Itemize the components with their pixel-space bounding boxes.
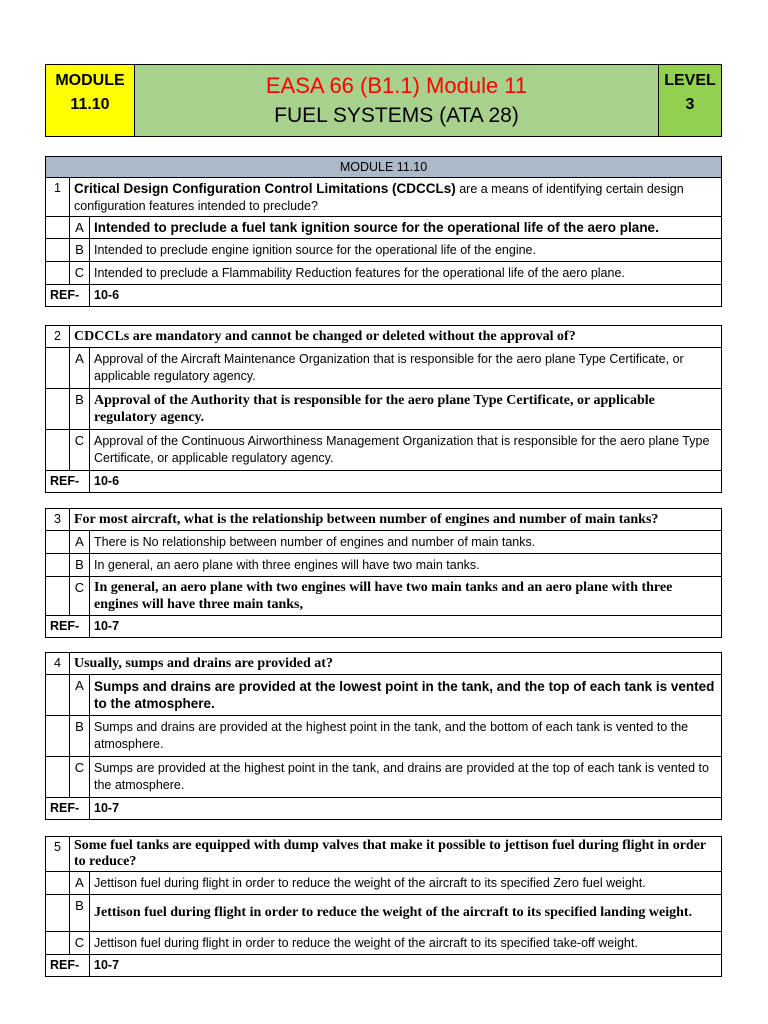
option-text: Jettison fuel during flight in order to reduce the weight of the aircraft to its specified Zero fuel weight. [90,872,722,895]
question-stem-row [46,653,722,675]
option-row[interactable] [46,932,722,955]
option-row[interactable] [46,716,722,757]
option-row[interactable] [46,895,722,932]
option-row[interactable] [46,531,722,554]
module-box [46,65,135,136]
option-row[interactable] [46,430,722,471]
option-row[interactable] [46,348,722,389]
level-number: 3 [685,96,695,113]
question-1-table [45,156,722,307]
reference-value: 10-6 [90,471,722,493]
question-stem-rest: are a means of identifying certain design configuration features intended to preclude? [74,181,684,213]
question-stem-row [46,837,722,872]
option-text: Approval of the Aircraft Maintenance Organization that is responsible for the aero plane Type Certificate, or applicable regulatory agency. [90,348,722,389]
reference-label: REF- [46,616,90,638]
option-row[interactable] [46,675,722,716]
option-letter: A [70,348,90,389]
module-number: 11.10 [70,96,110,113]
page-subtitle: FUEL SYSTEMS (ATA 28) [274,103,519,127]
option-text: There is No relationship between number of engines and number of main tanks. [90,531,722,554]
question-number: 5 [46,837,70,872]
title-box [135,65,659,136]
question-stem: Some fuel tanks are equipped with dump valves that make it possible to jettison fuel during flight in order to reduce? [70,837,722,872]
option-text: Intended to preclude engine ignition source for the operational life of the engine. [90,239,722,262]
module-label: MODULE [55,72,125,89]
question-stem: CDCCLs are mandatory and cannot be changed or deleted without the approval of? [70,326,722,348]
question-number: 1 [46,178,70,217]
option-letter: C [70,262,90,285]
option-letter: C [70,430,90,471]
option-row[interactable] [46,239,722,262]
option-row[interactable] [46,554,722,577]
question-stem: For most aircraft, what is the relationship between number of engines and number of main tanks? [70,509,722,531]
question-number: 2 [46,326,70,348]
question-number: 4 [46,653,70,675]
option-text: Sumps and drains are provided at the highest point in the tank, and the bottom of each tank is vented to the atmosphere. [90,716,722,757]
option-letter: A [70,675,90,716]
reference-label: REF- [46,471,90,493]
reference-row [46,471,722,493]
reference-row [46,616,722,638]
option-letter: B [70,716,90,757]
question-stem-row [46,178,722,217]
option-text-answer: In general, an aero plane with two engines will have two main tanks and an aero plane with three engines will have three main tanks, [90,577,722,616]
option-row[interactable] [46,577,722,616]
question-stem-row [46,326,722,348]
option-letter: A [70,217,90,239]
reference-row [46,798,722,820]
option-text: Jettison fuel during flight in order to reduce the weight of the aircraft to its specified take-off weight. [90,932,722,955]
question-2-table [45,325,722,493]
option-letter: A [70,531,90,554]
option-row[interactable] [46,262,722,285]
level-label: LEVEL [664,72,716,89]
option-letter: A [70,872,90,895]
reference-label: REF- [46,798,90,820]
question-number: 3 [46,509,70,531]
reference-value: 10-7 [90,616,722,638]
option-row[interactable] [46,217,722,239]
question-4-table [45,652,722,820]
question-5-table [45,836,722,977]
option-letter: B [70,389,90,430]
option-letter: C [70,757,90,798]
option-text-answer: Approval of the Authority that is responsible for the aero plane Type Certificate, or applicable regulatory agency. [90,389,722,430]
option-letter: B [70,554,90,577]
option-row[interactable] [46,757,722,798]
option-letter: C [70,932,90,955]
option-text-answer: Sumps and drains are provided at the lowest point in the tank, and the top of each tank is vented to the atmosphere. [90,675,722,716]
level-box [659,65,721,136]
question-stem: Usually, sumps and drains are provided at? [70,653,722,675]
question-stem-row [46,509,722,531]
section-heading: MODULE 11.10 [46,157,722,178]
section-heading-row [46,157,722,178]
reference-row [46,955,722,977]
reference-label: REF- [46,285,90,307]
reference-value: 10-6 [90,285,722,307]
reference-label: REF- [46,955,90,977]
option-text-answer: Intended to preclude a fuel tank ignition source for the operational life of the aero plane. [90,217,722,239]
option-text: Intended to preclude a Flammability Reduction features for the operational life of the aero plane. [90,262,722,285]
reference-value: 10-7 [90,798,722,820]
option-text-answer: Jettison fuel during flight in order to reduce the weight of the aircraft to its specified landing weight. [90,895,722,932]
option-letter: B [70,239,90,262]
option-letter: C [70,577,90,616]
option-letter: B [70,895,90,932]
option-text: Approval of the Continuous Airworthiness Management Organization that is responsible for the aero plane Type Certificate, or applicable regulatory agency. [90,430,722,471]
question-stem-bold: Critical Design Configuration Control Limitations (CDCCLs) [74,180,456,196]
reference-row [46,285,722,307]
option-row[interactable] [46,872,722,895]
option-row[interactable] [46,389,722,430]
reference-value: 10-7 [90,955,722,977]
option-text: Sumps are provided at the highest point in the tank, and drains are provided at the top of each tank is vented to the atmosphere. [90,757,722,798]
question-3-table [45,508,722,638]
option-text: In general, an aero plane with three engines will have two main tanks. [90,554,722,577]
page-title: EASA 66 (B1.1) Module 11 [265,72,528,98]
header-banner [45,64,722,137]
question-stem [70,178,722,217]
